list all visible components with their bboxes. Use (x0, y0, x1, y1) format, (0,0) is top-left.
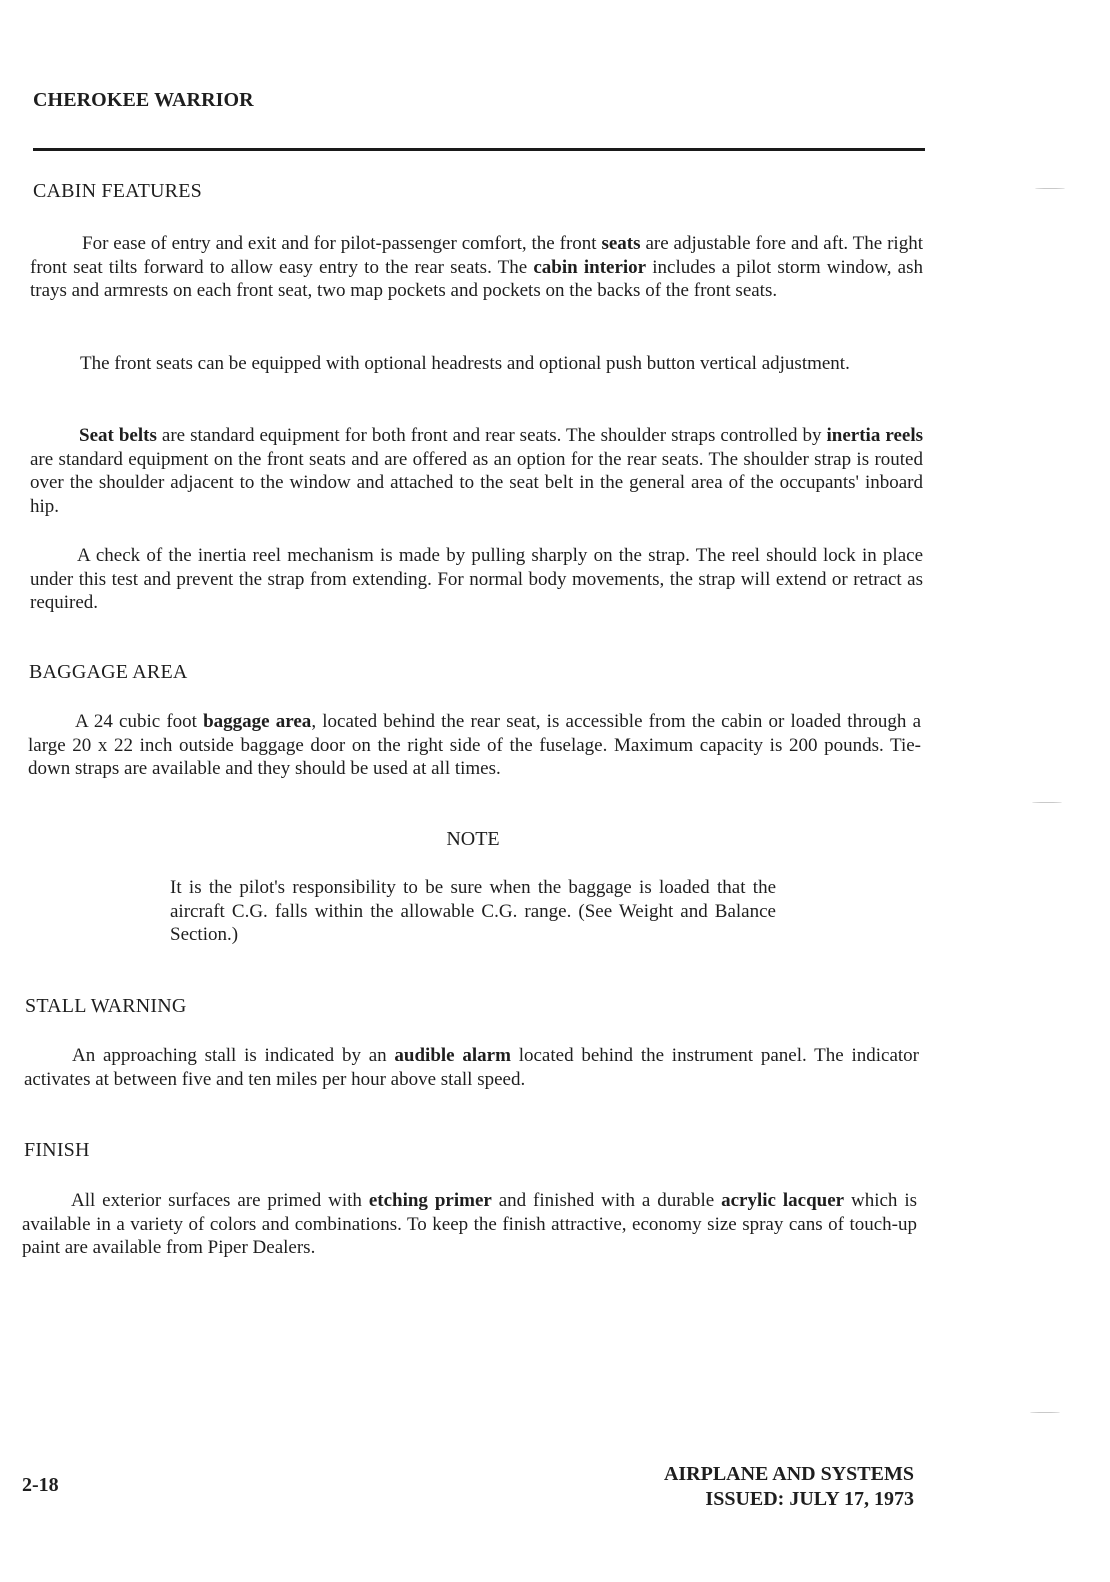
section-heading-baggage-area: BAGGAGE AREA (29, 661, 188, 683)
running-title: CHEROKEE WARRIOR (33, 89, 254, 111)
section-heading-stall-warning: STALL WARNING (25, 995, 187, 1017)
footer-section-name: AIRPLANE AND SYSTEMS (663, 1463, 914, 1485)
paragraph-cabin-seats: For ease of entry and exit and for pilot-passenger comfort, the front seats are adjustable fore and aft. The right front seat tilts forward to allow easy entry to the rear seats. The cabin interior includes a pilot storm window, ash trays and armrests on each front seat, two map pockets and pockets on the backs of the front seats. (30, 233, 923, 301)
section-heading-cabin-features: CABIN FEATURES (33, 180, 202, 202)
note-title: NOTE (446, 828, 500, 850)
scan-margin-mark (1035, 188, 1065, 189)
scan-margin-mark (1030, 1412, 1060, 1413)
footer-section-info (664, 1462, 914, 1512)
section-heading-finish: FINISH (24, 1139, 90, 1161)
paragraph-seat-belts: Seat belts are standard equipment for both front and rear seats. The shoulder straps controlled by inertia reels are standard equipment on the front seats and are offered as an option for the rear seats. The shoulder strap is routed over the shoulder adjacent to the window and attached to the seat belt in the general area of the occupants' inboard hip. (30, 425, 923, 517)
paragraph-baggage-area: A 24 cubic foot baggage area, located behind the rear seat, is accessible from the cabin or loaded through a large 20 x 22 inch outside baggage door on the right side of the fuselage. Maximum capacity is 200 pounds. Tie-down straps are available and they should be used at all times. (28, 711, 921, 779)
footer-issued-date: ISSUED: JULY 17, 1973 (705, 1488, 914, 1510)
paragraph-inertia-reel-check: A check of the inertia reel mechanism is made by pulling sharply on the strap. The reel should lock in place under this test and prevent the strap from extending. For normal body movements, the strap will extend or retract as required. (30, 545, 923, 613)
header-rule (33, 148, 925, 151)
scan-margin-mark (1032, 802, 1062, 803)
paragraph-finish: All exterior surfaces are primed with etching primer and finished with a durable acrylic lacquer which is available in a variety of colors and combinations. To keep the finish attractive, economy size spray cans of touch-up paint are available from Piper Dealers. (22, 1190, 917, 1258)
paragraph-headrests: The front seats can be equipped with optional headrests and optional push button vertical adjustment. (80, 353, 850, 374)
paragraph-stall-warning: An approaching stall is indicated by an audible alarm located behind the instrument panel. The indicator activates at between five and ten miles per hour above stall speed. (24, 1045, 919, 1090)
page-number: 2-18 (22, 1474, 59, 1496)
note-text: It is the pilot's responsibility to be sure when the baggage is loaded that the aircraft C.G. falls within the allowable C.G. range. (See Weight and Balance Section.) (170, 877, 776, 945)
